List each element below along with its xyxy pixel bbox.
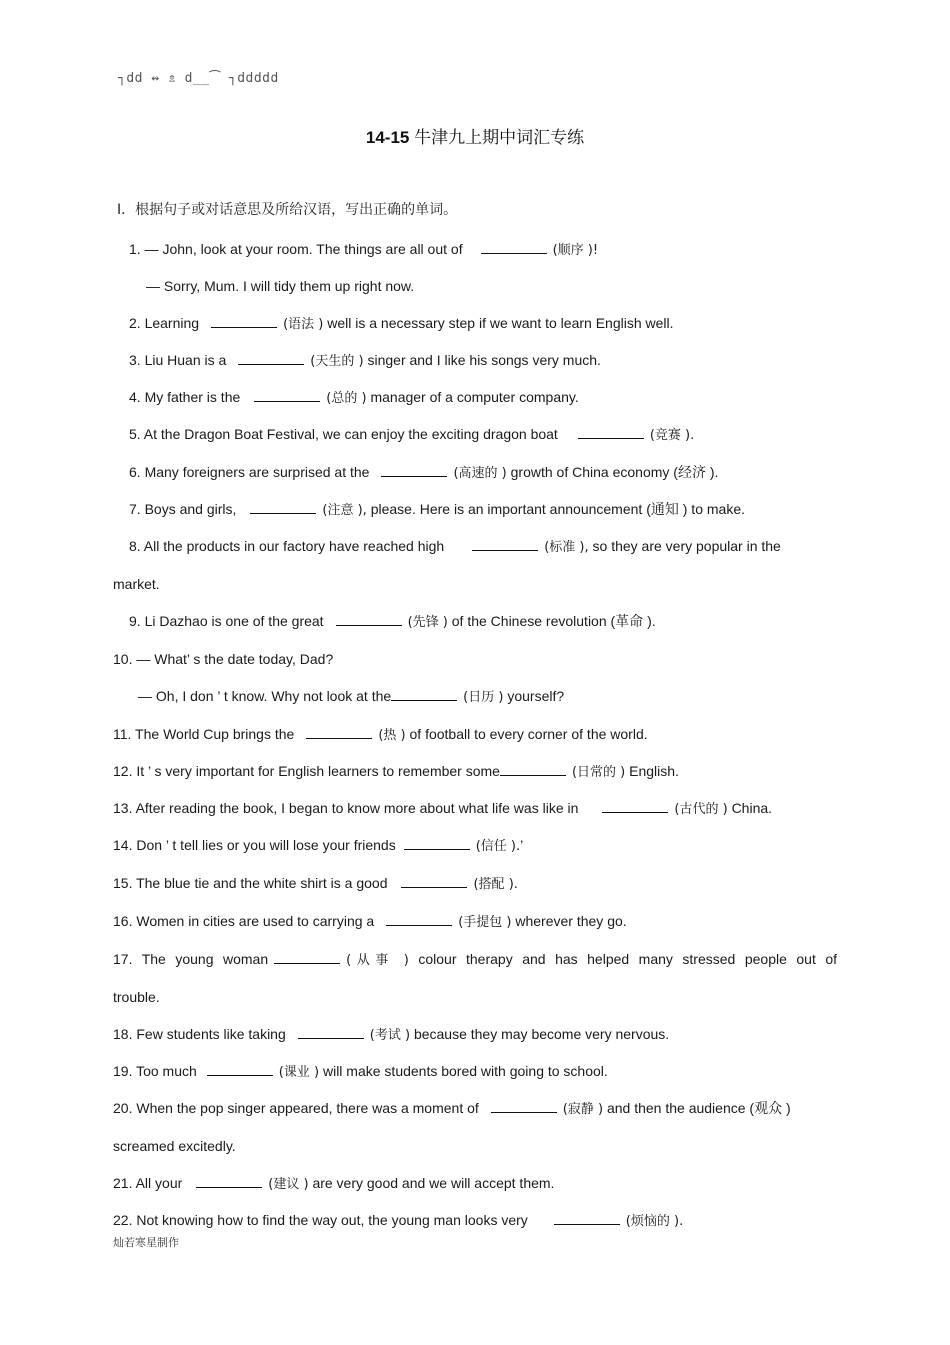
exercise-item xyxy=(113,799,772,819)
item-hint: (信任 ). xyxy=(475,839,521,854)
exercise-item xyxy=(113,725,648,745)
answer-blank[interactable] xyxy=(336,613,402,626)
item-hint: (先锋 ) xyxy=(407,615,448,630)
exercise-item xyxy=(113,1062,608,1082)
item-text: 5. At the Dragon Boat Festival, we can enjoy the exciting dragon boat xyxy=(129,426,558,442)
item-hint: (竞赛 ). xyxy=(649,428,695,443)
item-text: 21. All your xyxy=(113,1175,183,1191)
answer-blank[interactable] xyxy=(381,464,447,477)
title-prefix: 14-15 xyxy=(365,128,410,147)
item-hint: (搭配 ). xyxy=(473,877,518,892)
item-hint: (考试 ) xyxy=(369,1028,411,1043)
answer-blank[interactable] xyxy=(386,913,452,926)
item-text: 8. All the products in our factory have reached high xyxy=(129,538,445,554)
item-text: because they may become very nervous. xyxy=(413,1026,670,1042)
item-hint: (建议 ) xyxy=(268,1177,309,1192)
item-hint: (古代的 ) xyxy=(674,802,728,817)
item-text: screamed excitedly. xyxy=(113,1138,236,1154)
item-hint: (寂静 ) xyxy=(562,1102,604,1117)
answer-blank[interactable] xyxy=(401,875,467,888)
exercise-item xyxy=(129,463,718,483)
item-text: China. xyxy=(731,800,773,816)
item-text: 4. My father is the xyxy=(129,389,241,405)
item-text: 17. The young woman xyxy=(113,951,269,967)
item-text: will make students bored with going to school. xyxy=(322,1063,608,1079)
item-text: English. xyxy=(629,763,679,779)
exercise-item-continued xyxy=(113,1137,236,1155)
exercise-item-continued xyxy=(113,575,160,593)
page-title xyxy=(0,123,950,148)
item-text: wherever they go. xyxy=(515,913,627,929)
item-text: colour therapy and has helped many stressed people out of xyxy=(418,951,838,967)
item-hint: (顺序 )! xyxy=(552,243,599,258)
item-hint: (课业 ) xyxy=(278,1065,320,1080)
answer-blank[interactable] xyxy=(472,538,538,551)
exercise-item xyxy=(113,1025,669,1045)
item-text: ’ xyxy=(520,837,524,853)
item-hint: (日常的 ) xyxy=(571,765,626,780)
item-text: 12. It ’ s very important for English learners to remember some xyxy=(113,763,500,779)
item-hint: (高速的 ) xyxy=(453,466,507,481)
item-hint: (日历 ) xyxy=(463,690,504,705)
item-text: 6. Many foreigners are surprised at the xyxy=(129,464,370,480)
item-hint: (语法 ) xyxy=(283,317,324,332)
item-text: and then the audience (观众 ) xyxy=(606,1100,791,1116)
item-hint: (从事 ) xyxy=(346,953,409,968)
answer-blank[interactable] xyxy=(554,1212,620,1225)
item-text: 19. Too much xyxy=(113,1063,197,1079)
item-text: 1. — John, look at your room. The things are all out of xyxy=(129,241,463,257)
answer-blank[interactable] xyxy=(602,800,668,813)
item-text: 10. — What’ s the date today, Dad? xyxy=(113,651,334,667)
item-text: 14. Don ’ t tell lies or you will lose your friends xyxy=(113,837,396,853)
exercise-item xyxy=(113,1174,554,1194)
item-text: 11. The World Cup brings the xyxy=(113,726,295,742)
item-hint: (热 ) xyxy=(378,728,406,743)
item-text: — Sorry, Mum. I will tidy them up right now. xyxy=(146,278,415,294)
answer-blank[interactable] xyxy=(254,389,320,402)
exercise-item-continued xyxy=(113,988,160,1006)
item-text: singer and I like his songs very much. xyxy=(367,352,601,368)
item-text: 2. Learning xyxy=(129,315,200,331)
item-hint: (天生的 ) xyxy=(310,354,364,369)
exercise-item xyxy=(113,912,627,932)
answer-blank[interactable] xyxy=(391,688,457,701)
item-text: 7. Boys and girls, xyxy=(129,501,237,517)
answer-blank[interactable] xyxy=(207,1063,273,1076)
exercise-item xyxy=(129,537,781,557)
item-text: yourself? xyxy=(507,688,565,704)
item-hint: (烦恼的 ). xyxy=(625,1214,684,1229)
item-text: 22. Not knowing how to find the way out, the young man looks very xyxy=(113,1212,528,1228)
answer-blank[interactable] xyxy=(196,1175,262,1188)
item-text: 16. Women in cities are used to carrying a xyxy=(113,913,375,929)
answer-blank[interactable] xyxy=(404,837,470,850)
answer-blank[interactable] xyxy=(211,315,277,328)
item-text: of the Chinese revolution (革命 ). xyxy=(451,613,656,629)
exercise-item xyxy=(129,500,745,520)
exercise-item xyxy=(113,1099,791,1119)
item-text: 13. After reading the book, I began to know more about what life was like in xyxy=(113,800,579,816)
answer-blank[interactable] xyxy=(500,763,566,776)
footer-credit: 灿若寒星制作 xyxy=(113,1236,179,1249)
answer-blank[interactable] xyxy=(238,352,304,365)
answer-blank[interactable] xyxy=(491,1100,557,1113)
exercise-item xyxy=(113,950,837,970)
item-text: 18. Few students like taking xyxy=(113,1026,286,1042)
title-text: 牛津九上期中词汇专练 xyxy=(414,128,585,147)
item-text: please. Here is an important announcement (通知 ) to make. xyxy=(370,501,745,517)
item-text: — Oh, I don ’ t know. Why not look at the xyxy=(138,688,392,704)
exercise-item xyxy=(146,277,414,295)
exercise-item xyxy=(129,351,601,371)
item-text: 15. The blue tie and the white shirt is a good xyxy=(113,875,388,891)
answer-blank[interactable] xyxy=(306,726,372,739)
item-text: market. xyxy=(113,576,160,592)
item-text: well is a necessary step if we want to learn English well. xyxy=(327,315,674,331)
item-text: so they are very popular in the xyxy=(592,538,781,554)
item-hint: (注意 ), xyxy=(322,503,367,518)
exercise-item xyxy=(129,425,694,445)
exercise-item xyxy=(113,1211,683,1231)
exercise-item xyxy=(113,762,679,782)
item-text: 9. Li Dazhao is one of the great xyxy=(129,613,324,629)
item-text: growth of China economy (经济 ). xyxy=(510,464,719,480)
item-text: 20. When the pop singer appeared, there was a moment of xyxy=(113,1100,479,1116)
item-text: 3. Liu Huan is a xyxy=(129,352,227,368)
header-watermark: ┐dd ↭ ⇯ d__⁀ ┐ddddd xyxy=(118,71,279,86)
exercise-item xyxy=(129,612,656,632)
item-hint: (手提包 ) xyxy=(458,915,512,930)
answer-blank[interactable] xyxy=(298,1026,364,1039)
answer-blank[interactable] xyxy=(250,501,316,514)
item-hint: (总的 ) xyxy=(326,391,367,406)
answer-blank[interactable] xyxy=(578,426,644,439)
section-heading: Ⅰ．根据句子或对话意思及所给汉语，写出正确的单词。 xyxy=(117,201,458,217)
exercise-item xyxy=(138,687,564,707)
item-hint: (标准 ), xyxy=(544,540,589,555)
item-text: trouble. xyxy=(113,989,160,1005)
item-text: are very good and we will accept them. xyxy=(312,1175,555,1191)
exercise-item xyxy=(129,240,598,260)
item-text: manager of a computer company. xyxy=(370,389,579,405)
exercise-item xyxy=(113,650,333,668)
answer-blank[interactable] xyxy=(481,241,547,254)
exercise-item xyxy=(113,836,523,856)
exercise-item xyxy=(113,874,518,894)
answer-blank[interactable] xyxy=(274,951,340,964)
exercise-item xyxy=(129,314,674,334)
exercise-item xyxy=(129,388,579,408)
item-text: of football to every corner of the world. xyxy=(409,726,648,742)
